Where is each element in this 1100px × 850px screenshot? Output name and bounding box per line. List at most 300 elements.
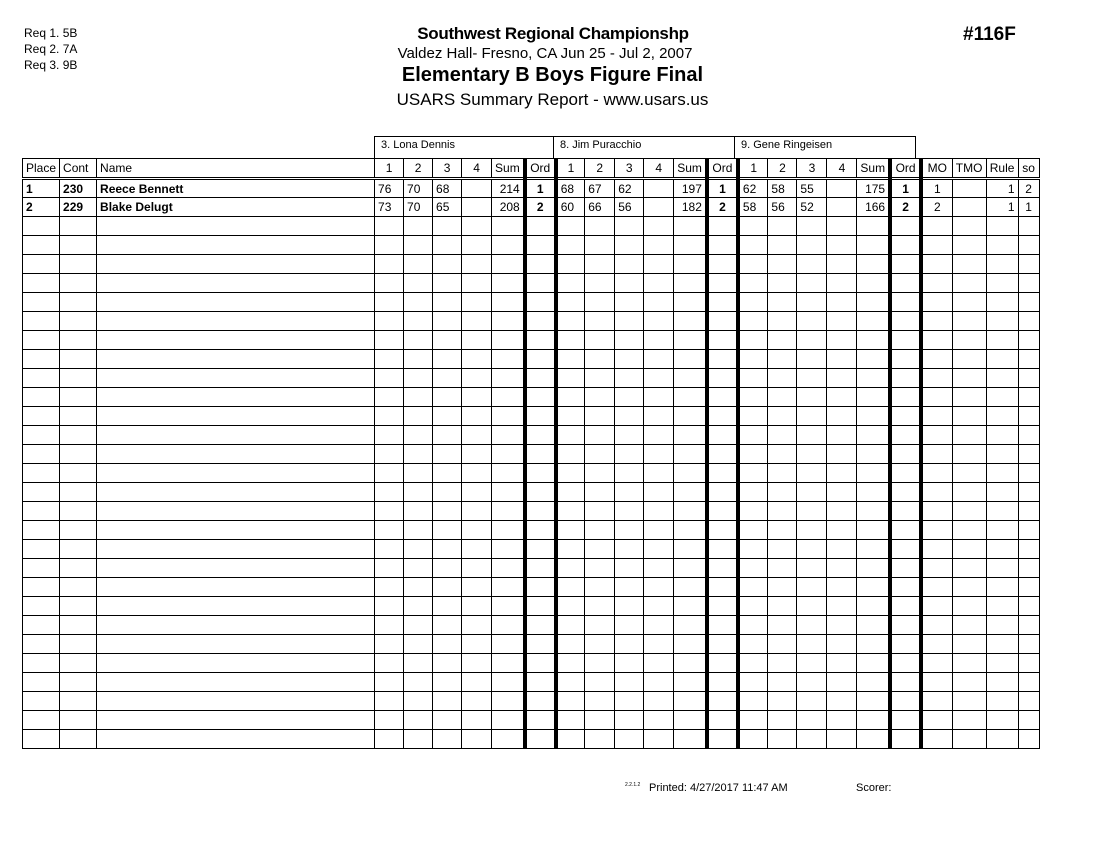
judge2-score-cell bbox=[674, 692, 707, 711]
place-cell bbox=[23, 692, 60, 711]
empty-row bbox=[23, 331, 1040, 350]
judge-header-3: 9. Gene Ringeisen bbox=[734, 136, 916, 158]
empty-row bbox=[23, 635, 1040, 654]
judge2-score-cell bbox=[674, 350, 707, 369]
name-cell bbox=[97, 711, 375, 730]
tmo-cell bbox=[952, 331, 986, 350]
name-cell bbox=[97, 502, 375, 521]
judge3-score-cell bbox=[857, 692, 890, 711]
judge1-score-cell bbox=[375, 616, 404, 635]
judge2-score-cell bbox=[585, 521, 615, 540]
tmo-cell bbox=[952, 445, 986, 464]
judge1-score-cell bbox=[433, 502, 462, 521]
mo-cell bbox=[921, 236, 952, 255]
judge2-score-cell bbox=[556, 426, 585, 445]
judge1-score-cell bbox=[375, 426, 404, 445]
judge3-score-cell bbox=[738, 236, 768, 255]
judge2-score-cell bbox=[707, 274, 738, 293]
cont-cell bbox=[60, 654, 97, 673]
judge2-score-cell bbox=[707, 521, 738, 540]
cont-cell bbox=[60, 692, 97, 711]
place-cell bbox=[23, 312, 60, 331]
mo-cell bbox=[921, 502, 952, 521]
judge3-score-cell bbox=[797, 350, 827, 369]
name-cell bbox=[97, 578, 375, 597]
judge3-score-cell bbox=[797, 407, 827, 426]
judge1-score-cell bbox=[404, 312, 433, 331]
name-cell bbox=[97, 635, 375, 654]
judge3-score-cell bbox=[738, 559, 768, 578]
mo-cell bbox=[921, 578, 952, 597]
judge2-score-cell bbox=[674, 559, 707, 578]
judge3-score-cell bbox=[857, 350, 890, 369]
place-cell bbox=[23, 540, 60, 559]
judge3-score-cell bbox=[738, 654, 768, 673]
judge3-score-cell bbox=[797, 730, 827, 749]
judge2-score-cell bbox=[674, 255, 707, 274]
judge2-score-cell bbox=[674, 635, 707, 654]
judge1-score-cell bbox=[492, 730, 525, 749]
tmo-cell bbox=[952, 274, 986, 293]
judge2-score-cell bbox=[615, 597, 644, 616]
judge3-score-cell bbox=[768, 426, 797, 445]
judge2-score-cell bbox=[585, 255, 615, 274]
judge1-score-cell bbox=[525, 217, 556, 236]
judge3-score-cell bbox=[768, 597, 797, 616]
judge3-score-cell bbox=[738, 445, 768, 464]
judge3-score-cell bbox=[797, 673, 827, 692]
name-cell bbox=[97, 407, 375, 426]
judge1-score-cell bbox=[375, 635, 404, 654]
name-cell bbox=[97, 274, 375, 293]
judge3-score-cell bbox=[738, 293, 768, 312]
judge3-score-cell bbox=[857, 331, 890, 350]
requirement-3: Req 3. 9B bbox=[24, 58, 78, 72]
cont-cell bbox=[60, 559, 97, 578]
judge2-score-cell bbox=[615, 388, 644, 407]
judge1-score-cell bbox=[492, 635, 525, 654]
judge1-score-cell bbox=[433, 331, 462, 350]
tmo-cell bbox=[952, 293, 986, 312]
judge2-score-cell bbox=[707, 369, 738, 388]
cont-cell bbox=[60, 293, 97, 312]
judge3-score-cell bbox=[827, 502, 857, 521]
judge3-score-cell bbox=[827, 217, 857, 236]
judge3-score-cell bbox=[738, 597, 768, 616]
tmo-cell bbox=[952, 540, 986, 559]
j3-col-2: 2 bbox=[768, 159, 797, 179]
judge1-score-cell bbox=[492, 312, 525, 331]
j1-col-4: 4 bbox=[462, 159, 492, 179]
judge1-score-cell bbox=[462, 236, 492, 255]
name-cell bbox=[97, 331, 375, 350]
judge2-score-cell bbox=[615, 673, 644, 692]
judge3-score-cell bbox=[890, 388, 921, 407]
empty-row bbox=[23, 274, 1040, 293]
judge1-score-cell bbox=[404, 540, 433, 559]
rule-cell bbox=[986, 426, 1018, 445]
judge1-score-cell bbox=[404, 711, 433, 730]
judge1-score-cell bbox=[375, 711, 404, 730]
tmo-cell bbox=[952, 521, 986, 540]
judge2-score-cell: 67 bbox=[585, 179, 615, 198]
judge3-score-cell bbox=[768, 502, 797, 521]
so-cell bbox=[1018, 578, 1039, 597]
judge3-score-cell bbox=[797, 293, 827, 312]
judge2-score-cell bbox=[585, 654, 615, 673]
judge1-score-cell bbox=[492, 388, 525, 407]
judge3-score-cell bbox=[738, 426, 768, 445]
judge3-score-cell bbox=[857, 673, 890, 692]
judge3-score-cell bbox=[827, 445, 857, 464]
judge2-score-cell bbox=[707, 350, 738, 369]
judge2-score-cell bbox=[615, 236, 644, 255]
place-cell bbox=[23, 407, 60, 426]
judge2-score-cell bbox=[556, 730, 585, 749]
name-cell bbox=[97, 559, 375, 578]
judge2-score-cell bbox=[707, 312, 738, 331]
judge2-score-cell bbox=[707, 673, 738, 692]
judge1-score-cell bbox=[433, 616, 462, 635]
judge3-score-cell bbox=[768, 293, 797, 312]
mo-cell bbox=[921, 217, 952, 236]
judge3-score-cell bbox=[797, 483, 827, 502]
judge3-score-cell bbox=[768, 578, 797, 597]
cont-cell bbox=[60, 578, 97, 597]
judge1-score-cell bbox=[462, 388, 492, 407]
judge2-score-cell bbox=[644, 255, 674, 274]
tmo-cell bbox=[952, 236, 986, 255]
cont-cell bbox=[60, 312, 97, 331]
judge2-score-cell bbox=[556, 673, 585, 692]
judge2-score-cell bbox=[585, 711, 615, 730]
judge2-score-cell bbox=[644, 217, 674, 236]
judge1-score-cell bbox=[404, 692, 433, 711]
judge1-score-cell bbox=[462, 502, 492, 521]
judge1-score-cell bbox=[433, 521, 462, 540]
judge2-score-cell bbox=[556, 502, 585, 521]
name-cell bbox=[97, 369, 375, 388]
name-cell bbox=[97, 312, 375, 331]
judge-header-1: 3. Lona Dennis bbox=[374, 136, 554, 158]
judge3-score-cell bbox=[768, 654, 797, 673]
judge1-score-cell bbox=[375, 407, 404, 426]
judge3-score-cell bbox=[857, 578, 890, 597]
judge3-score-cell bbox=[797, 502, 827, 521]
judge1-score-cell bbox=[462, 597, 492, 616]
judge2-score-cell bbox=[707, 502, 738, 521]
rule-cell bbox=[986, 635, 1018, 654]
judge3-score-cell: 55 bbox=[797, 179, 827, 198]
judge3-score-cell bbox=[827, 369, 857, 388]
judge2-score-cell bbox=[644, 350, 674, 369]
j1-col-ord: Ord bbox=[525, 159, 556, 179]
judge3-score-cell bbox=[857, 407, 890, 426]
judge3-score-cell bbox=[890, 426, 921, 445]
judge3-score-cell bbox=[857, 616, 890, 635]
judge1-score-cell bbox=[462, 293, 492, 312]
judge1-score-cell bbox=[462, 312, 492, 331]
judge2-score-cell bbox=[556, 293, 585, 312]
scorer-label: Scorer: bbox=[856, 782, 892, 794]
judge1-score-cell: 73 bbox=[375, 198, 404, 217]
cont-cell bbox=[60, 217, 97, 236]
judge3-score-cell bbox=[768, 255, 797, 274]
judge2-score-cell: 66 bbox=[585, 198, 615, 217]
judge1-score-cell bbox=[525, 559, 556, 578]
judge2-score-cell bbox=[585, 635, 615, 654]
tmo-cell bbox=[952, 350, 986, 369]
judge2-score-cell bbox=[644, 540, 674, 559]
cont-cell bbox=[60, 464, 97, 483]
judge3-score-cell bbox=[797, 464, 827, 483]
judge2-score-cell bbox=[707, 331, 738, 350]
judge3-score-cell bbox=[738, 369, 768, 388]
judge1-score-cell bbox=[492, 654, 525, 673]
empty-row bbox=[23, 350, 1040, 369]
judge2-score-cell bbox=[585, 464, 615, 483]
judge2-score-cell bbox=[674, 502, 707, 521]
judge3-score-cell bbox=[768, 445, 797, 464]
cont-cell bbox=[60, 388, 97, 407]
mo-cell bbox=[921, 274, 952, 293]
judge3-score-cell bbox=[738, 635, 768, 654]
printed-timestamp: Printed: 4/27/2017 11:47 AM bbox=[649, 782, 788, 794]
judge3-score-cell bbox=[738, 616, 768, 635]
mo-cell bbox=[921, 673, 952, 692]
judge1-score-cell bbox=[492, 331, 525, 350]
judge2-score-cell bbox=[556, 407, 585, 426]
judge2-score-cell bbox=[674, 540, 707, 559]
name-cell: Reece Bennett bbox=[97, 179, 375, 198]
place-cell bbox=[23, 673, 60, 692]
judge3-score-cell bbox=[768, 388, 797, 407]
judge2-score-cell bbox=[644, 483, 674, 502]
judge1-score-cell bbox=[404, 407, 433, 426]
judge2-score-cell: 56 bbox=[615, 198, 644, 217]
judge2-score-cell bbox=[615, 635, 644, 654]
judge2-score-cell bbox=[556, 274, 585, 293]
so-cell bbox=[1018, 293, 1039, 312]
rule-cell bbox=[986, 388, 1018, 407]
judge3-score-cell bbox=[827, 293, 857, 312]
judge2-score-cell bbox=[585, 369, 615, 388]
judge1-score-cell bbox=[433, 654, 462, 673]
judge3-score-cell bbox=[857, 730, 890, 749]
judge3-score-cell bbox=[857, 521, 890, 540]
judge1-score-cell bbox=[433, 540, 462, 559]
name-cell bbox=[97, 692, 375, 711]
judge3-score-cell bbox=[797, 616, 827, 635]
judge3-score-cell bbox=[890, 236, 921, 255]
judge2-score-cell bbox=[644, 597, 674, 616]
rule-cell bbox=[986, 521, 1018, 540]
tmo-cell bbox=[952, 578, 986, 597]
mo-cell bbox=[921, 388, 952, 407]
judge3-score-cell bbox=[738, 578, 768, 597]
judge1-score-cell bbox=[492, 274, 525, 293]
judge1-score-cell bbox=[525, 369, 556, 388]
judge1-score-cell bbox=[492, 559, 525, 578]
judge1-score-cell bbox=[492, 711, 525, 730]
judge2-score-cell bbox=[585, 616, 615, 635]
judge1-score-cell bbox=[462, 445, 492, 464]
judge1-score-cell bbox=[404, 673, 433, 692]
judge2-score-cell bbox=[644, 635, 674, 654]
judge1-score-cell bbox=[404, 616, 433, 635]
judge1-score-cell: 2 bbox=[525, 198, 556, 217]
mo-cell bbox=[921, 331, 952, 350]
name-cell bbox=[97, 445, 375, 464]
judge2-score-cell bbox=[615, 483, 644, 502]
tmo-cell bbox=[952, 597, 986, 616]
judge2-score-cell bbox=[707, 255, 738, 274]
judge2-score-cell bbox=[556, 236, 585, 255]
so-cell: 2 bbox=[1018, 179, 1039, 198]
table-row bbox=[23, 198, 1040, 217]
judge1-score-cell bbox=[492, 578, 525, 597]
judge3-score-cell bbox=[857, 711, 890, 730]
judge1-score-cell bbox=[433, 692, 462, 711]
place-cell bbox=[23, 331, 60, 350]
name-cell bbox=[97, 388, 375, 407]
judge1-score-cell bbox=[525, 540, 556, 559]
judge2-score-cell bbox=[615, 445, 644, 464]
place-cell bbox=[23, 635, 60, 654]
judge1-score-cell bbox=[525, 711, 556, 730]
venue-dates: Valdez Hall- Fresno, CA Jun 25 - Jul 2, 2007 bbox=[397, 45, 693, 62]
judge2-score-cell bbox=[615, 711, 644, 730]
judge3-score-cell bbox=[827, 711, 857, 730]
empty-row bbox=[23, 293, 1040, 312]
empty-row bbox=[23, 236, 1040, 255]
judge3-score-cell bbox=[857, 388, 890, 407]
cont-cell bbox=[60, 274, 97, 293]
so-cell bbox=[1018, 388, 1039, 407]
judge1-score-cell bbox=[375, 293, 404, 312]
judge2-score-cell bbox=[585, 331, 615, 350]
tmo-cell bbox=[952, 692, 986, 711]
judge1-score-cell: 70 bbox=[404, 179, 433, 198]
judge1-score-cell bbox=[404, 331, 433, 350]
judge2-score-cell bbox=[556, 369, 585, 388]
judge1-score-cell bbox=[433, 597, 462, 616]
judge1-score-cell bbox=[433, 274, 462, 293]
rule-cell bbox=[986, 293, 1018, 312]
judge2-score-cell bbox=[674, 369, 707, 388]
judge2-score-cell bbox=[644, 388, 674, 407]
place-cell bbox=[23, 559, 60, 578]
judge3-score-cell bbox=[768, 350, 797, 369]
empty-row bbox=[23, 217, 1040, 236]
place-cell bbox=[23, 350, 60, 369]
place-cell bbox=[23, 483, 60, 502]
judge2-score-cell bbox=[556, 578, 585, 597]
judge3-score-cell bbox=[738, 350, 768, 369]
judge1-score-cell bbox=[492, 255, 525, 274]
judge1-score-cell bbox=[462, 578, 492, 597]
judge2-score-cell bbox=[615, 464, 644, 483]
judge2-score-cell bbox=[674, 711, 707, 730]
judge1-score-cell bbox=[492, 692, 525, 711]
judge1-score-cell bbox=[525, 464, 556, 483]
cont-cell bbox=[60, 730, 97, 749]
judge1-score-cell bbox=[492, 540, 525, 559]
judge3-score-cell bbox=[797, 312, 827, 331]
judge2-score-cell bbox=[556, 350, 585, 369]
so-cell bbox=[1018, 464, 1039, 483]
judge1-score-cell bbox=[404, 578, 433, 597]
place-cell bbox=[23, 730, 60, 749]
place-cell bbox=[23, 274, 60, 293]
judge2-score-cell bbox=[585, 217, 615, 236]
judge3-score-cell bbox=[890, 502, 921, 521]
judge1-score-cell bbox=[433, 711, 462, 730]
judge1-score-cell bbox=[375, 255, 404, 274]
judge2-score-cell bbox=[644, 369, 674, 388]
cont-cell bbox=[60, 635, 97, 654]
tmo-cell bbox=[952, 502, 986, 521]
judge1-score-cell bbox=[375, 654, 404, 673]
rule-cell bbox=[986, 502, 1018, 521]
j1-col-3: 3 bbox=[433, 159, 462, 179]
judge2-score-cell bbox=[707, 464, 738, 483]
judge3-score-cell bbox=[827, 198, 857, 217]
judge3-score-cell bbox=[827, 274, 857, 293]
judge3-score-cell bbox=[857, 445, 890, 464]
judge3-score-cell: 1 bbox=[890, 179, 921, 198]
judge3-score-cell bbox=[827, 673, 857, 692]
cont-cell bbox=[60, 426, 97, 445]
judge2-score-cell: 60 bbox=[556, 198, 585, 217]
judge3-score-cell bbox=[857, 464, 890, 483]
tmo-cell bbox=[952, 179, 986, 198]
judge1-score-cell bbox=[462, 369, 492, 388]
judge3-score-cell bbox=[857, 540, 890, 559]
judge3-score-cell bbox=[890, 407, 921, 426]
col-place: Place bbox=[23, 159, 60, 179]
judge3-score-cell bbox=[768, 635, 797, 654]
name-cell bbox=[97, 426, 375, 445]
judge1-score-cell bbox=[433, 407, 462, 426]
judge1-score-cell: 214 bbox=[492, 179, 525, 198]
place-cell bbox=[23, 236, 60, 255]
judge1-score-cell bbox=[375, 597, 404, 616]
so-cell bbox=[1018, 559, 1039, 578]
judge2-score-cell bbox=[707, 654, 738, 673]
judge2-score-cell bbox=[556, 388, 585, 407]
judge2-score-cell bbox=[644, 312, 674, 331]
mo-cell: 2 bbox=[921, 198, 952, 217]
judge1-score-cell bbox=[433, 236, 462, 255]
judge3-score-cell bbox=[738, 407, 768, 426]
empty-row bbox=[23, 597, 1040, 616]
judge1-score-cell bbox=[462, 350, 492, 369]
judge1-score-cell bbox=[404, 236, 433, 255]
judge2-score-cell bbox=[615, 350, 644, 369]
rule-cell bbox=[986, 445, 1018, 464]
judge2-score-cell: 2 bbox=[707, 198, 738, 217]
place-cell bbox=[23, 255, 60, 274]
judge3-score-cell: 58 bbox=[768, 179, 797, 198]
judge3-score-cell bbox=[827, 388, 857, 407]
judge3-score-cell bbox=[768, 369, 797, 388]
mo-cell bbox=[921, 350, 952, 369]
judge2-score-cell bbox=[585, 274, 615, 293]
cont-cell bbox=[60, 711, 97, 730]
judge1-score-cell bbox=[375, 521, 404, 540]
report-title: USARS Summary Report - www.usars.us bbox=[396, 90, 709, 109]
